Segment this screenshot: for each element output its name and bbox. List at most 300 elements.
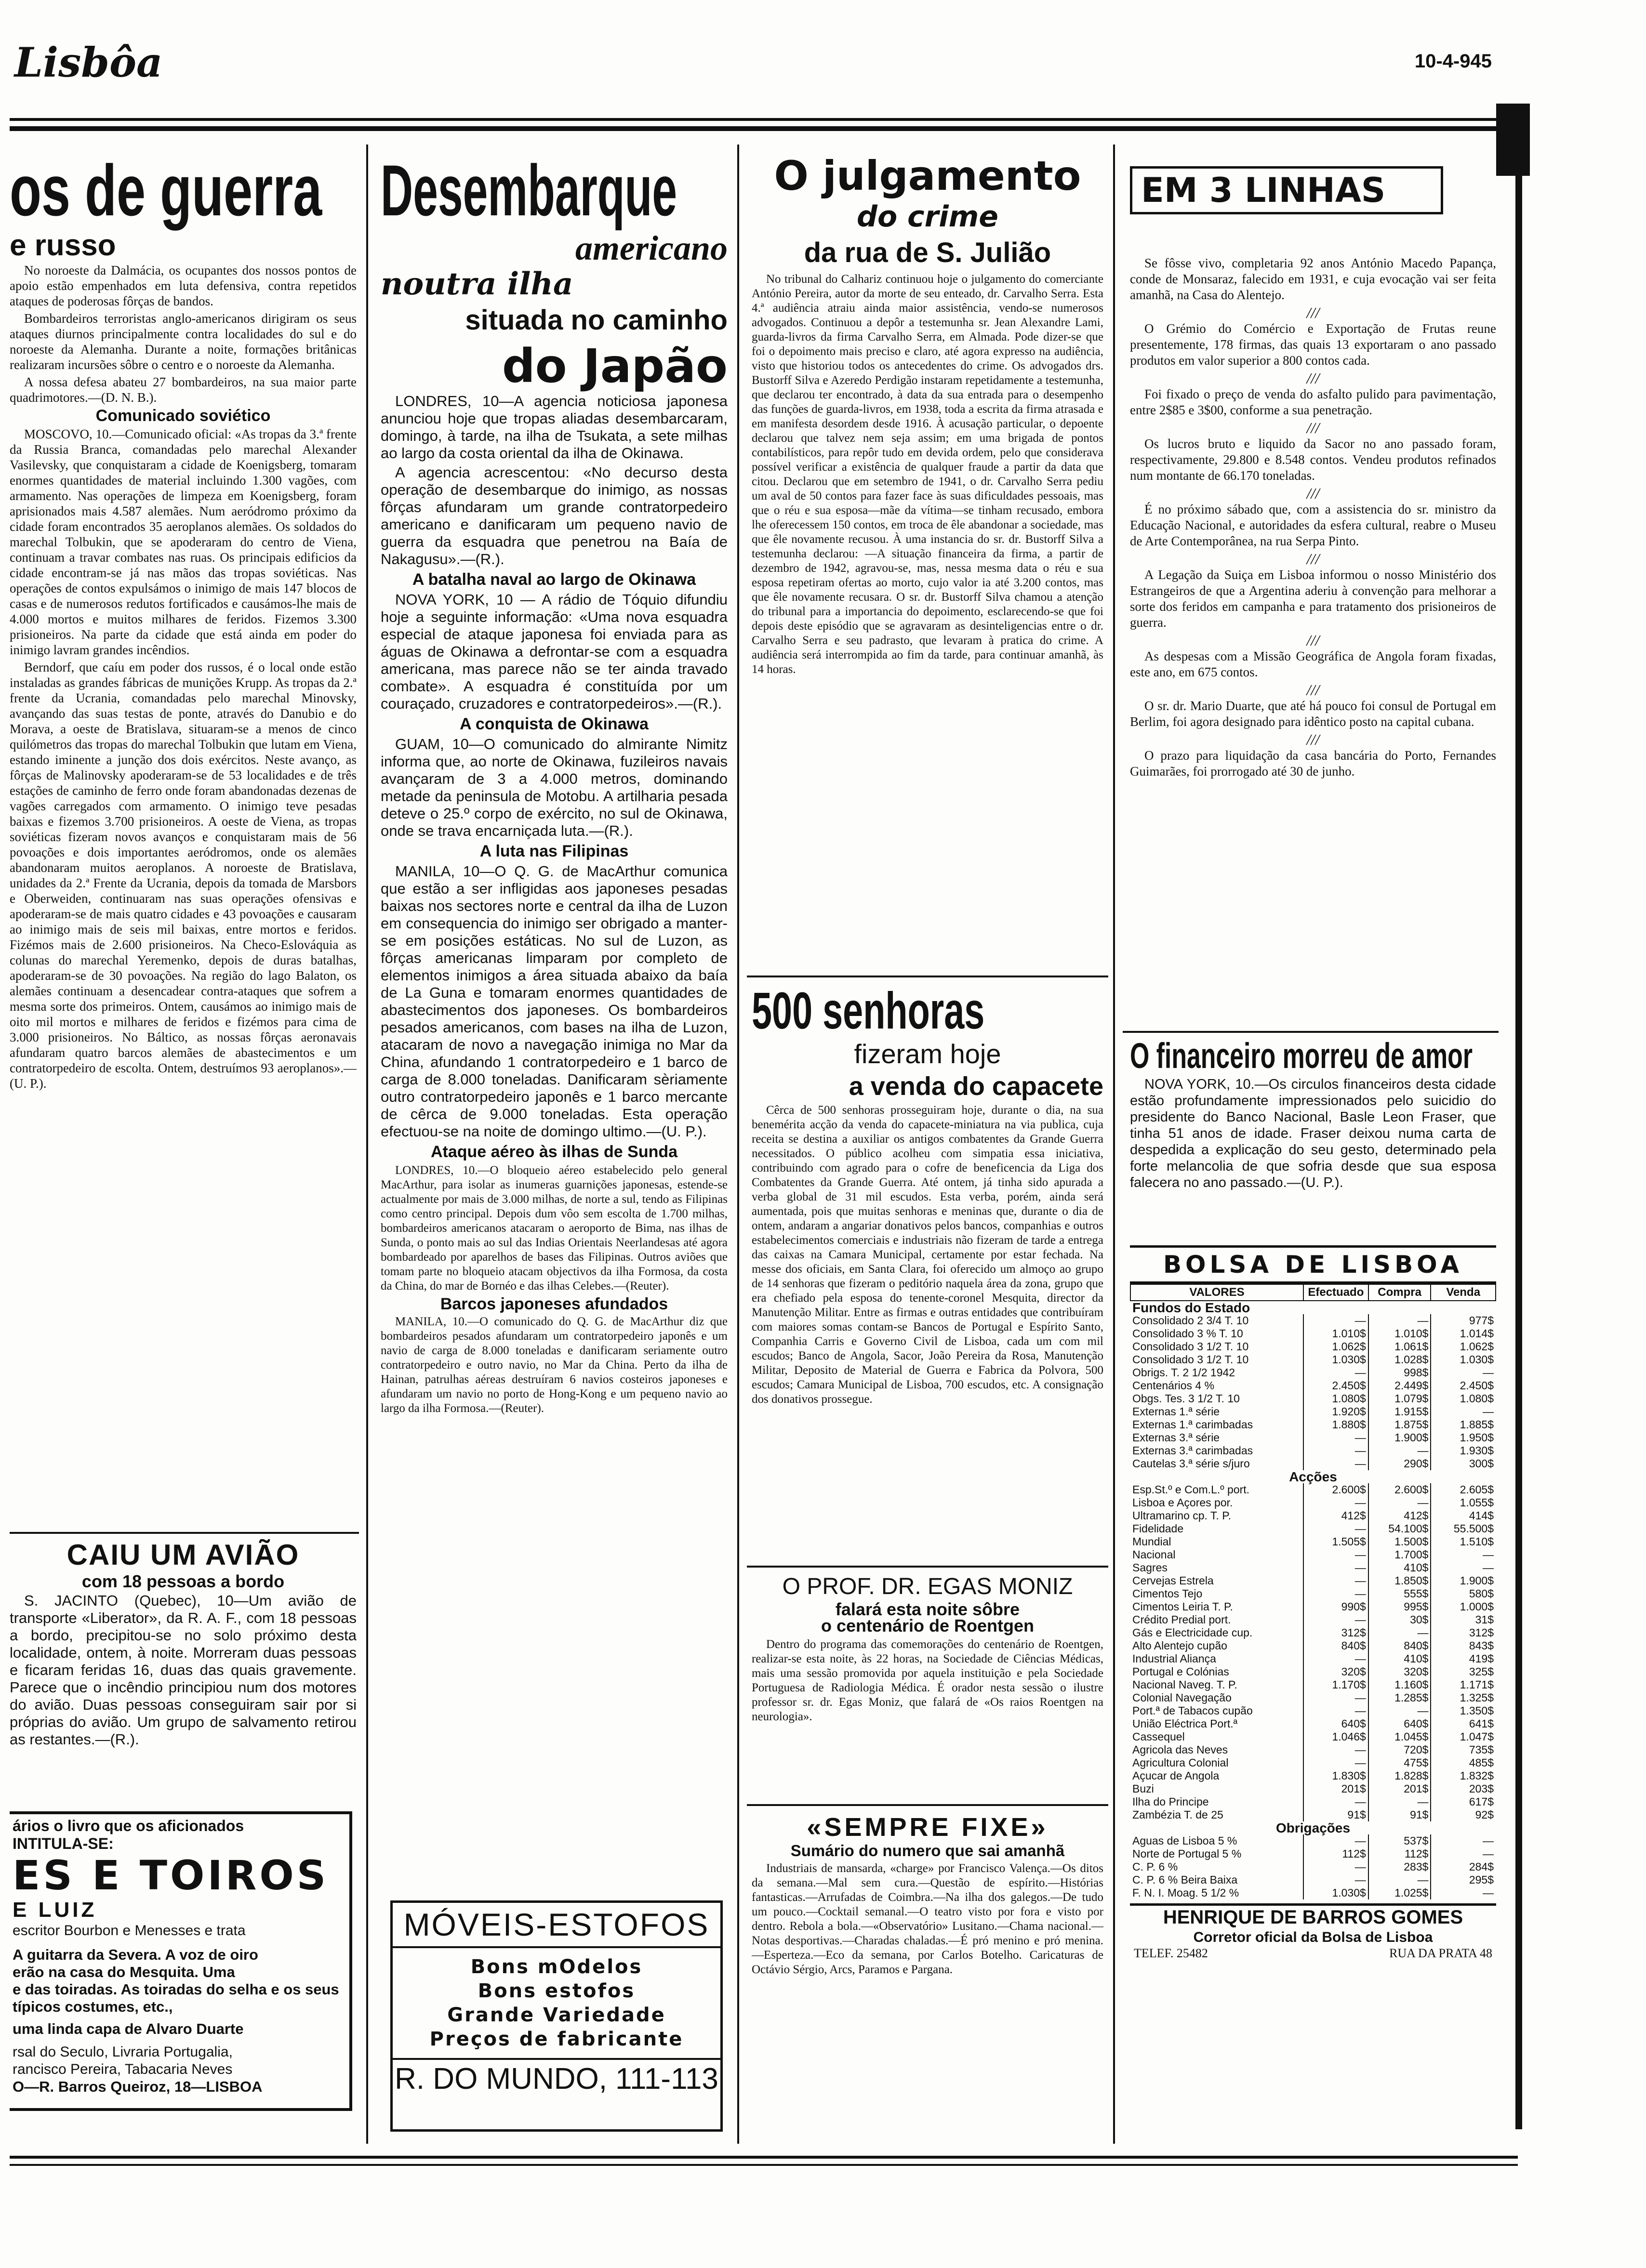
bolsa-cell-name: Norte de Portugal 5 % (1132, 1847, 1242, 1860)
col3-divider-3 (747, 1804, 1108, 1806)
bolsa-cell-value: 312$ (1431, 1626, 1496, 1639)
bolsa-cell-name: Crédito Predial port. (1132, 1613, 1231, 1626)
bolsa-row (1130, 1405, 1496, 1418)
bolsa-cell-value: — (1368, 1873, 1431, 1886)
bolsa-cell-value: 1.885$ (1431, 1418, 1496, 1431)
bolsa-cell-value: — (1303, 1444, 1368, 1457)
bolsa-cell-name: Colonial Navegação (1132, 1691, 1232, 1704)
bolsa-cell-name: Zambézia T. de 25 (1132, 1808, 1223, 1821)
bolsa-cell-value: — (1431, 1405, 1496, 1418)
bolsa-cell-name: Consolidado 3 % T. 10 (1132, 1327, 1243, 1340)
col-sep-3 (1113, 145, 1115, 2144)
bolsa-cell-value: 485$ (1431, 1756, 1496, 1769)
bolsa-row (1130, 1314, 1496, 1327)
bolsa-cell-value: 1.900$ (1431, 1574, 1496, 1587)
bolsa-cell-value: 410$ (1368, 1561, 1431, 1574)
em3-item-5: É no próximo sábado que, com a assistencia do sr. ministro da Educação Nacional, e autoridades da esfera cultural, reabre o Museu de Arte Contemporânea, na rua Serpa Pinto. (1130, 502, 1496, 548)
bolsa-row (1130, 1691, 1496, 1704)
em3-item-9: O prazo para liquidação da casa bancária do Porto, Fernandes Guimarães, foi prorrogado até 30 de junho. (1130, 748, 1496, 778)
bolsa-cell-value: — (1368, 1314, 1431, 1327)
col2-deck2: noutra ilha (381, 266, 573, 302)
ad-moveis-title: MÓVEIS-ESTOFOS (393, 1903, 720, 1948)
bolsa-row (1130, 1782, 1496, 1795)
bolsa-cell-value: — (1431, 1561, 1496, 1574)
bolsa-cell-value: 1.014$ (1431, 1327, 1496, 1340)
bottom-rule (10, 2156, 1518, 2159)
ad-touros-line10: O—R. Barros Queiroz, 18—LISBOA (13, 2078, 263, 2095)
bolsa-row (1130, 1613, 1496, 1626)
bolsa-cell-name: Lisboa e Açores por. (1132, 1496, 1233, 1509)
bolsa-cell-value: 1.025$ (1368, 1886, 1431, 1899)
bolsa-row (1130, 1834, 1496, 1847)
em3-item-1: Se fôsse vivo, completaria 92 anos António Macedo Papança, conde de Monsaraz, falecido em 1931, e cuja evocação vai ser feita amanhã, na Casa do Alentejo. (1130, 256, 1496, 302)
bolsa-cell-value: — (1303, 1561, 1368, 1574)
em3-column (1130, 255, 1496, 988)
ad-touros-line9: rancisco Pereira, Tabacaria Neves (13, 2061, 233, 2077)
bolsa-cell-value: — (1431, 1847, 1496, 1860)
col1-subheadline: e russo (10, 229, 116, 262)
ad-moveis-l2: Bons estofos (478, 1980, 636, 2002)
bolsa-cell-value: 555$ (1368, 1587, 1431, 1600)
ad-touros-line2: INTITULA-SE: (13, 1835, 114, 1852)
bolsa-cell-name: Cautelas 3.ª série s/juro (1132, 1457, 1250, 1470)
bolsa-cell-value: 112$ (1303, 1847, 1368, 1860)
bolsa-cell-name: Esp.St.º e Com.L.º port. (1132, 1483, 1250, 1496)
bolsa-footer-tel: TELEF. 25482 (1134, 1946, 1208, 1960)
sempre-article (752, 1811, 1103, 2129)
col1-para-3: A nossa defesa abateu 27 bombardeiros, na sua maior parte quadrimotores.—(D. N. B.). (10, 375, 357, 405)
col2-p-sub3: MANILA, 10—O Q. G. de MacArthur comunica que estão a ser infligidas aos japoneses pesadas baixas nos sectores norte e central da ilha de Luzon em consequencia do inimigo ser obrigado a manter-se em posições estáticas. No sul de Luzon, as fôrças americanas limparam por completo de elementos inimigos a área situada abaixo da baía de La Guna e tomaram enormes quantidades de abastecimentos dos japoneses. Os bombardeiros pesados americanos, com bases na ilha de Luzon, atacaram de novo a navegação inimiga no Mar da China, afundando 1 contratorpedeiro e 1 barco de carga de 8.000 toneladas. Danificaram sèriamente outro contratorpedeiro japonês e 1 barco mercante de cêrca de 9.000 toneladas. Esta operação efectuou-se na noite de domingo ultimo.—(U. P.). (381, 863, 728, 1140)
bolsa-cell-value: 1.028$ (1368, 1353, 1431, 1366)
bolsa-cell-value: 1.030$ (1303, 1353, 1368, 1366)
em3-sep-6: /// (1306, 632, 1320, 649)
egas-article (752, 1573, 1103, 1799)
bolsa-cell-value: 1.832$ (1431, 1769, 1496, 1782)
em3-sep-4: /// (1306, 485, 1320, 502)
col2-p-sub2: GUAM, 10—O comunicado do almirante Nimitz informa que, ao norte de Okinawa, fuzileiros navais avançaram de 3 a 4.000 metros, dominando metade da peninsula de Motobu. A artilharia pesada deteve o 25.º corpo de exército, no sul de Okinawa, onde se trava encarniçada luta.—(R.). (381, 736, 728, 839)
col2-p-sub1: NOVA YORK, 10 — A rádio de Tóquio difundiu hoje a seguinte informação: «Uma nova esquadra especial de ataque japonesa foi enviada para as águas de Okinawa a defrontar-se com a esquadra americana, mas parece não se ter ainda travado combate». A esquadra é constituída por um couraçado, cruzadores e contratorpedeiros».—(R.). (381, 591, 728, 712)
bolsa-cell-value: 995$ (1368, 1600, 1431, 1613)
bolsa-header-efectuado: Efectuado (1303, 1284, 1368, 1301)
bolsa-cell-value: — (1303, 1743, 1368, 1756)
bolsa-cell-name: C. P. 6 % (1132, 1860, 1178, 1873)
bolsa-row (1130, 1392, 1496, 1405)
bolsa-cell-value: 977$ (1431, 1314, 1496, 1327)
col2-deck3: situada no caminho (465, 304, 728, 336)
bolsa-cell-value: — (1303, 1873, 1368, 1886)
em3-item-2: O Grémio do Comércio e Exportação de Frutas reune presentemente, 178 firmas, das quais 13 exportaram o ano passado produtos em valor superior a 800 contos cada. (1130, 321, 1496, 368)
bolsa-row (1130, 1418, 1496, 1431)
bolsa-cell-value: 537$ (1368, 1834, 1431, 1847)
bolsa-cell-value: 91$ (1368, 1808, 1431, 1821)
bolsa-cell-value: 419$ (1431, 1652, 1496, 1665)
bolsa-cell-name: Externas 3.ª série (1132, 1431, 1220, 1444)
col1-divider (10, 1532, 359, 1534)
bolsa-cell-name: Cimentos Leiria T. P. (1132, 1600, 1233, 1613)
col2-sub3: A luta nas Filipinas (479, 842, 629, 860)
em3-sep-1: /// (1306, 304, 1320, 321)
bolsa-cell-value: 2.600$ (1368, 1483, 1431, 1496)
bolsa-cell-value: 54.100$ (1368, 1522, 1431, 1535)
bolsa-cell-value: 1.915$ (1368, 1405, 1431, 1418)
bolsa-cell-value: 1.080$ (1303, 1392, 1368, 1405)
col2-sub1: A batalha naval ao largo de Okinawa (412, 570, 696, 589)
col3-deck1: do crime (857, 200, 998, 234)
bolsa-row (1130, 1574, 1496, 1587)
bolsa-cell-value: 1.046$ (1303, 1730, 1368, 1743)
bolsa-cell-value: — (1303, 1314, 1368, 1327)
bolsa-cell-name: Consolidado 2 3/4 T. 10 (1132, 1314, 1249, 1327)
bolsa-cell-value: 843$ (1431, 1639, 1496, 1652)
ad-moveis-l1: Bons mOdelos (470, 1956, 643, 1978)
em3-sep-5: /// (1306, 550, 1320, 567)
senhoras-headline: 500 senhoras (752, 983, 985, 1040)
bolsa-cell-value: 1.047$ (1431, 1730, 1496, 1743)
bolsa-cell-name: Consolidado 3 1/2 T. 10 (1132, 1340, 1249, 1353)
bolsa-cell-value: 1.170$ (1303, 1678, 1368, 1691)
bolsa-row (1130, 1587, 1496, 1600)
bolsa-cell-value: 2.600$ (1303, 1483, 1368, 1496)
bolsa-cell-value: — (1303, 1548, 1368, 1561)
bolsa-section-accoes: Acções (1289, 1469, 1337, 1484)
bolsa-cell-value: 580$ (1431, 1587, 1496, 1600)
bolsa-cell-value: — (1431, 1834, 1496, 1847)
bolsa-cell-value: 720$ (1368, 1743, 1431, 1756)
bolsa-cell-value: 2.450$ (1303, 1379, 1368, 1392)
bolsa-cell-name: F. N. I. Moag. 5 1/2 % (1132, 1886, 1239, 1899)
bolsa-row (1130, 1626, 1496, 1639)
bolsa-cell-value: 1.010$ (1303, 1327, 1368, 1340)
col-sep-1 (366, 145, 368, 2144)
bolsa-cell-value: 990$ (1303, 1600, 1368, 1613)
bolsa-cell-value: 1.850$ (1368, 1574, 1431, 1587)
bolsa-cell-name: Cervejas Estrela (1132, 1574, 1214, 1587)
col1-headline: os de guerra (10, 152, 322, 231)
col2-deck1: americano (575, 229, 728, 267)
bolsa-cell-value: — (1431, 1886, 1496, 1899)
bolsa-cell-name: Agricultura Colonial (1132, 1756, 1229, 1769)
ad-touros-title: ES E TOIROS (13, 1852, 329, 1899)
col2-headline: Desembarque (381, 152, 677, 231)
aviao-text: S. JACINTO (Quebec), 10—Um avião de transporte «Liberator», da R. A. F., com 18 pessoas a bordo, precipitou-se no solo próximo desta localidade, ontem, à noite. Morreram duas pessoas e ficaram feridas 16, duas das quais gravemente. Parece que o incêndio principiou num dos motores do avião. Duas pessoas conseguiram sair por si próprias do avião. Um grupo de salvamento retirou as restantes.—(R.). (10, 1592, 357, 1748)
bolsa-cell-value: — (1303, 1366, 1368, 1379)
bolsa-row (1130, 1873, 1496, 1886)
bolsa-cell-value: — (1431, 1548, 1496, 1561)
bolsa-row (1130, 1431, 1496, 1444)
bolsa-cell-value: 640$ (1303, 1717, 1368, 1730)
bolsa-row (1130, 1717, 1496, 1730)
bolsa-cell-name: Cimentos Tejo (1132, 1587, 1203, 1600)
bolsa-cell-value: — (1303, 1522, 1368, 1535)
bolsa-cell-value: 1.285$ (1368, 1691, 1431, 1704)
bolsa-cell-name: União Eléctrica Port.ª (1132, 1717, 1238, 1730)
bolsa-row (1130, 1678, 1496, 1691)
bolsa-cell-value: 640$ (1368, 1717, 1431, 1730)
ad-moveis-l3: Grande Variedade (447, 2004, 666, 2026)
bolsa-cell-value: 55.500$ (1431, 1522, 1496, 1535)
bolsa-cell-value: — (1368, 1626, 1431, 1639)
bolsa-cell-value: 410$ (1368, 1652, 1431, 1665)
bolsa-row (1130, 1769, 1496, 1782)
bolsa-row (1130, 1743, 1496, 1756)
bolsa-cell-name: Buzi (1132, 1782, 1154, 1795)
bolsa-cell-name: Sagres (1132, 1561, 1168, 1574)
bolsa-footer-title: Corretor oficial da Bolsa de Lisboa (1193, 1929, 1433, 1945)
bolsa-cell-name: C. P. 6 % Beira Baixa (1132, 1873, 1238, 1886)
col3-text: No tribunal do Calhariz continuou hoje o julgamento do comerciante António Pereira, autor da morte de seu enteado, dr. Carvalho Serra. Esta 4.ª audiência atraiu ainda maior assistência, vendo-se numerosos advogados. Continuou a depôr a testemunha sr. Jean Alexandre Lami, guarda-livros da firma Carvalho Serra, em Almada. Pode dizer-se que foi o depoimento mais preciso e claro, até agora expresso na audiência, visto que historiou todos os antecedentes do crime. Os advogados drs. Bustorff Silva e Azeredo Perdigão instaram repetidamente a testemunha, que declarou ter encontrado, à data da sua entrada para o desempenho das funções de guarda-livros, em 1938, toda a escrita da firma atrasada e em manifesta desordem desde 1916. À acusação particular, o depoente declarou que talvez nem seja assim; em uma brigada de pontos contabilísticos, para repôr tudo em devida ordem, pelo que considerava possível verificar a existência de qualquer fraude a partir da data que citou. Declarou que em setembro de 1941, o dr. Carvalho Serra pediu um aval de 50 contos para fazer face às suas dificuldades pessoais, mas que o réu e sua esposa—mãe da vítima—se tinham recusado, embora lhe oferecessem 150 contos, em troca de êle abandonar a sociedade, mas que êle novamente recusou. À uma instancia do sr. dr. Bustorff Silva a testemunha declarou: —A situação financeira da firma, a partir de dezembro de 1942, agravou-se, mas, nessa mesma data o réu e sua esposa repetiram ofertas ao morto, cujo valor ia até 3.200 contos, mas que êle novamente recusara. O sr. dr. Bustorff Silva chamou a atenção do tribunal para a importancia do depoimento, esclarecendo-se que foi depois deste episódio que se agravaram as desinteligencias entre o dr. Carvalho Serra e seu padrasto, que levaram à pratica do crime. A audiência será interrompida ao fim da tarde, para continuar amanhã, às 14 horas. (752, 273, 1103, 676)
bolsa-row (1130, 1756, 1496, 1769)
bolsa-cell-value: 1.079$ (1368, 1392, 1431, 1405)
bolsa-cell-name: Ilha do Principe (1132, 1795, 1209, 1808)
bolsa-cell-value: — (1303, 1457, 1368, 1470)
bolsa-cell-name: Externas 1.ª carimbadas (1132, 1418, 1253, 1431)
bolsa-cell-value: — (1303, 1795, 1368, 1808)
col1-para-4: MOSCOVO, 10.—Comunicado oficial: «As tropas da 3.ª frente da Russia Branca, comandadas pelo marechal Alexander Vasilevsky, que conquistaram a cidade de Koenigsberg, tomaram enormes quantidades de material incluindo 1.300 vagões, com armamento. Nas operações de limpeza em Koenigsberg, foram aprisionados mais 4.587 alemães. Num aeródromo próximo da cidade foram encontrados 35 aeroplanos alemães. Os soldados do marechal Tolbukin, que se apoderaram do centro de Viena, continuam a travar combates nas ruas. Os principais edificios da cidade encontram-se já nas mãos das tropas soviéticas. Nas operações de contos expulsámos o inimigo de mais 147 blocos de casas e de numerosos redutos fortificados e causámos-lhe mais de 4.000 mortos e muitos milhares de feridos. Fizemos 3.300 prisioneiros. Na parte da cidade que está ainda em poder do inimigo lavram grandes incêndios. (10, 427, 357, 657)
col4-divider-1 (1123, 1031, 1499, 1033)
col2-sub2: A conquista de Okinawa (460, 715, 649, 733)
col2-p-sub5: MANILA, 10.—O comunicado do Q. G. de MacArthur diz que bombardeiros pesados afundaram um contratorpedeiro japonês e um navio de carga de 8.000 toneladas e danificaram seriamente outro contratorpedeiro e outro navio, no Mar da China. Perto da ilha de Hainan, patrulhas aéreas destruíram 6 navios costeiros japoneses e afundaram um navio no porto de Hong-Kong e um pequeno navio ao largo da ilha Formosa.—(Reuter). (381, 1315, 728, 1415)
bolsa-cell-value: 201$ (1303, 1782, 1368, 1795)
egas-text: Dentro do programa das comemorações do centenário de Roentgen, realizar-se esta noite, às 22 horas, na Sociedade de Ciências Médicas, mais uma sessão promovida por aquela instituição e pela Sociedade Portuguesa de Radiologia Médica. É orador nesta sessão o ilustre professor sr. dr. Egas Moniz, que falará de «Os raios Roentgen na neurologia». (752, 1638, 1103, 1723)
bolsa-row (1130, 1847, 1496, 1860)
bolsa-cell-value: 1.950$ (1431, 1431, 1496, 1444)
col1-subhead-sovietico: Comunicado soviético (95, 407, 271, 425)
bolsa-row (1130, 1808, 1496, 1821)
bolsa-cell-value: 1.828$ (1368, 1769, 1431, 1782)
bolsa-cell-value: 414$ (1431, 1509, 1496, 1522)
em3-headline: EM 3 LINHAS (1141, 171, 1386, 210)
bolsa-row (1130, 1483, 1496, 1496)
bolsa-cell-value: — (1303, 1652, 1368, 1665)
bolsa-cell-value: 284$ (1431, 1860, 1496, 1873)
em3-sep-7: /// (1306, 681, 1320, 699)
bolsa-cell-name: Alto Alentejo cupão (1132, 1639, 1227, 1652)
bolsa-cell-value: 1.061$ (1368, 1340, 1431, 1353)
masthead-city: Lisbôa (14, 39, 163, 86)
bolsa-cell-value: 1.830$ (1303, 1769, 1368, 1782)
bolsa-row (1130, 1886, 1496, 1899)
ad-touros-author: E LUIZ (13, 1898, 97, 1922)
bolsa-table (1130, 1284, 1496, 1899)
col2-p-sub4: LONDRES, 10.—O bloqueio aéreo estabelecido pelo general MacArthur, para isolar as inumeras guarnições japonesas, estende-se actualmente por mais de 3.000 milhas, de norte a sul, tendo as Filipinas como centro principal. Depois dum vôo sem escolta de 1.700 milhas, bombardeiros americanos atacaram o aeroporto de Bima, nas ilhas de Sunda, o ponto mais ao sul das Indias Orientais Neerlandesas até agora bombardeado por aparelhos de bases das Filipinas. Outros aviões que tomam parte no bloqueio atacam objectivos da ilha Formosa, da costa da China, do mar de Bornéo e das ilhas Celebes.—(Reuter). (381, 1164, 728, 1292)
senhoras-deck2: a venda do capacete (849, 1072, 1103, 1101)
bolsa-cell-name: Portugal e Colónias (1132, 1665, 1229, 1678)
aviao-sub: com 18 pessoas a bordo (81, 1571, 285, 1591)
bolsa-cell-value: 1.500$ (1368, 1535, 1431, 1548)
bolsa-cell-value: 201$ (1368, 1782, 1431, 1795)
bolsa-cell-value: 30$ (1368, 1613, 1431, 1626)
ad-touros-line1: ários o livro que os aficionados (13, 1817, 244, 1834)
financeiro-text: NOVA YORK, 10.—Os circulos financeiros desta cidade estão profundamente impressionados pelo suicidio do presidente do Banco Nacional, Basle Leon Fraser, que tinha 51 anos de idade. Fraser deixou numa carta de despedida a explicação do seu gesto, determinado pela forte melancolia de que sofria desde que sua esposa falecera no ano passado.—(U. P.). (1130, 1077, 1496, 1190)
bolsa-row (1130, 1704, 1496, 1717)
ad-touros (10, 1811, 352, 2111)
ad-touros-line5: erão na casa do Mesquita. Uma (13, 1964, 235, 1980)
bolsa-cell-name: Agricola das Neves (1132, 1743, 1228, 1756)
bolsa-cell-value: 1.030$ (1431, 1353, 1496, 1366)
bolsa-cell-value: 295$ (1431, 1873, 1496, 1886)
masthead-date: 10-4-945 (1414, 51, 1492, 72)
bolsa-cell-value: 91$ (1303, 1808, 1368, 1821)
bolsa-cell-value: 617$ (1431, 1795, 1496, 1808)
bolsa-cell-name: Externas 1.ª série (1132, 1405, 1220, 1418)
bolsa-cell-value: 1.920$ (1303, 1405, 1368, 1418)
col3-headline: O julgamento (774, 152, 1081, 199)
bolsa-cell-name: Gás e Electricidade cup. (1132, 1626, 1253, 1639)
col2-para-2: A agencia acrescentou: «No decurso desta operação de desembarque do inimigo, as nossas fôrças afundaram um grande contratorpedeiro americano e danificaram um pequeno navio de guerra da esquadra que penetrou na Baía de Nakagusu».—(R.). (381, 464, 728, 567)
bolsa-cell-value: 1.900$ (1368, 1431, 1431, 1444)
bolsa-row (1130, 1548, 1496, 1561)
column-2 (381, 152, 728, 1741)
bolsa-cell-value: — (1303, 1756, 1368, 1769)
right-margin-bar (1515, 173, 1522, 2129)
bolsa-headline: BOLSA DE LISBOA (1130, 1245, 1496, 1284)
bolsa-cell-value: 475$ (1368, 1756, 1431, 1769)
em3-sep-8: /// (1306, 731, 1320, 748)
bolsa-cell-name: Externas 3.ª carimbadas (1132, 1444, 1253, 1457)
egas-sub2: o centenário de Roentgen (821, 1616, 1035, 1635)
bolsa-section-fundos: Fundos do Estado (1132, 1300, 1250, 1315)
bolsa-header-valores: VALORES (1130, 1284, 1303, 1301)
bolsa-cell-value: 320$ (1368, 1665, 1431, 1678)
column-3 (752, 152, 1103, 976)
bolsa-cell-name: Industrial Aliança (1132, 1652, 1216, 1665)
bolsa-cell-value: 2.449$ (1368, 1379, 1431, 1392)
bolsa-cell-value: — (1368, 1444, 1431, 1457)
bolsa-cell-value: 1.880$ (1303, 1418, 1368, 1431)
ad-touros-line7: uma linda capa de Alvaro Duarte (13, 2020, 244, 2037)
senhoras-deck1: fizeram hoje (854, 1039, 1001, 1069)
bolsa-cell-value: — (1368, 1704, 1431, 1717)
bolsa-cell-value: — (1303, 1860, 1368, 1873)
bolsa-cell-value: 312$ (1303, 1626, 1368, 1639)
em3-item-3: Foi fixado o preço de venda do asfalto pulido para pavimentação, entre 2$85 e 3$00, conforme a sua penetração. (1130, 387, 1496, 417)
col2-sub5: Barcos japoneses afundados (440, 1295, 668, 1313)
bolsa-cell-value: — (1368, 1496, 1431, 1509)
bolsa-cell-value: 2.450$ (1431, 1379, 1496, 1392)
top-rule-thick (10, 126, 1513, 131)
sempre-headline: «SEMPRE FIXE» (807, 1813, 1049, 1842)
bolsa-row (1130, 1665, 1496, 1678)
bolsa-row (1130, 1535, 1496, 1548)
bolsa-row (1130, 1444, 1496, 1457)
bolsa-cell-value: 1.030$ (1303, 1886, 1368, 1899)
bolsa-cell-value: 998$ (1368, 1366, 1431, 1379)
financeiro-article (1130, 1036, 1496, 1238)
bolsa-cell-value: 320$ (1303, 1665, 1368, 1678)
bolsa-cell-value: 735$ (1431, 1743, 1496, 1756)
bolsa-cell-value: 412$ (1368, 1509, 1431, 1522)
aviao-article (10, 1539, 357, 1809)
bolsa-cell-value: — (1303, 1613, 1368, 1626)
bolsa-section (1130, 1245, 1496, 2136)
bolsa-cell-value: 2.605$ (1431, 1483, 1496, 1496)
bolsa-cell-value: 290$ (1368, 1457, 1431, 1470)
bolsa-cell-value: 283$ (1368, 1860, 1431, 1873)
bolsa-cell-value: 1.505$ (1303, 1535, 1368, 1548)
financeiro-headline: O financeiro morreu de amor (1130, 1036, 1473, 1076)
bolsa-cell-value: 1.010$ (1368, 1327, 1431, 1340)
bolsa-row (1130, 1652, 1496, 1665)
bolsa-cell-name: Aguas de Lisboa 5 % (1132, 1834, 1237, 1847)
bolsa-cell-value: — (1303, 1431, 1368, 1444)
bolsa-cell-name: Ultramarino cp. T. P. (1132, 1509, 1231, 1522)
bolsa-row (1130, 1327, 1496, 1340)
col3-divider-2 (747, 1566, 1108, 1568)
em3-item-6: A Legação da Suiça em Lisboa informou o nosso Ministério dos Estrangeiros de que a Argentina aderiu à convenção para melhorar a sorte dos feridos em campanha e para tratamento dos prisioneiros de guerra. (1130, 567, 1496, 630)
bolsa-cell-value: — (1303, 1574, 1368, 1587)
bolsa-row (1130, 1639, 1496, 1652)
edge-tab (1496, 104, 1530, 176)
em3-item-8: O sr. dr. Mario Duarte, que até há pouco foi consul de Portugal em Berlim, foi agora designado para idêntico posto na capital cubana. (1130, 699, 1496, 729)
senhoras-text: Cêrca de 500 senhoras prosseguiram hoje, durante o dia, na sua benemérita acção da venda do capacete-miniatura na via publica, cuja receita se destina a auxiliar os antigos combatentes da Grande Guerra necessitados. O público acolheu com simpatia essa iniciativa, contribuindo com agrado para o cofre de beneficencia da Liga dos Combatentes da Grande Guerra. Até ontem, já tinha sido apurada a verba global de 31 mil escudos. Esta verba, porém, ainda será aumentada, pois que muitas senhoras e meninas que, durante o dia de ontem, andaram a angariar donativos pelos bancos, companhias e outros estabelecimentos comerciais e industriais não fizeram de tarde a entrega das caixas na Camara Municipal, certamente por estar fechada. Na messe dos oficiais, em Santa Clara, foi oferecido um almoço ao grupo de 14 senhoras que fizeram o peditório naquela área da zona, grupo que era chefiado pela esposa do tenente-coronel Mesquita, director da Manutenção Militar. Entre as firmas e outras entidades que contribuíram com maiores somas contam-se Bancos de Portugal e Espírito Santo, Companhia Carris e Governo Civil de Lisboa, cada um com mil escudos; Banco de Angola, Sacor, João Pereira da Rosa, Manutenção Militar, Deposito de Material de Guerra e Fabrica da Polvora, 500 escudos; Camara Municipal de Lisboa, 700 escudos, etc. A consignação dos donativos prossegue. (752, 1104, 1103, 1406)
bolsa-section-obrigacoes: Obrigações (1275, 1820, 1351, 1835)
col3-divider-1 (747, 976, 1108, 977)
bolsa-cell-name: Obgs. Tes. 3 1/2 T. 10 (1132, 1392, 1240, 1405)
senhoras-article (752, 983, 1103, 1566)
bolsa-cell-value: 203$ (1431, 1782, 1496, 1795)
bolsa-cell-value: — (1431, 1366, 1496, 1379)
bolsa-cell-name: Obrigs. T. 2 1/2 1942 (1132, 1366, 1235, 1379)
bolsa-cell-value: 1.325$ (1431, 1691, 1496, 1704)
ad-touros-line4: A guitarra da Severa. A voz de oiro (13, 1946, 258, 1963)
bolsa-cell-value: 1.875$ (1368, 1418, 1431, 1431)
bolsa-cell-value: 840$ (1303, 1639, 1368, 1652)
bolsa-cell-name: Nacional Naveg. T. P. (1132, 1678, 1237, 1691)
bolsa-cell-value: 1.510$ (1431, 1535, 1496, 1548)
bolsa-row (1130, 1730, 1496, 1743)
bolsa-cell-value: — (1368, 1795, 1431, 1808)
bolsa-cell-value: 1.160$ (1368, 1678, 1431, 1691)
bolsa-cell-value: — (1303, 1496, 1368, 1509)
bolsa-footer-addr: RUA DA PRATA 48 (1389, 1946, 1492, 1960)
em3-item-4: Os lucros bruto e liquido da Sacor no ano passado foram, respectivamente, 29.800 e 8.548 contos. Vendeu produtos refinados num montante de 66.170 toneladas. (1130, 436, 1496, 483)
bolsa-row (1130, 1353, 1496, 1366)
sempre-text: Industriais de mansarda, «charge» por Francisco Valença.—Os ditos da semana.—Mal sem cura.—Questão de espírito.—Histórias fantasticas.—Arrufadas de Coimbra.—Na ilha dos galegos.—De tudo um pouco.—Cocktail semanal.—O teatro visto por fora e visto por dentro. Rebola a bola.—«Observatório» Lusitano.—Chama nacional.—Notas desportivas.—Charadas chaladas.—É pró menino e pró menina.—Esperteza.—Eco da semana, por Carlos Botelho. Caricaturas de Octávio Sérgio, Arcs, Paramos e Pargana. (752, 1862, 1103, 1976)
bolsa-cell-value: 1.062$ (1303, 1340, 1368, 1353)
bolsa-cell-value: 1.171$ (1431, 1678, 1496, 1691)
bolsa-cell-value: 300$ (1431, 1457, 1496, 1470)
bolsa-cell-value: 1.080$ (1431, 1392, 1496, 1405)
bolsa-cell-name: Açucar de Angola (1132, 1769, 1220, 1782)
bolsa-cell-name: Nacional (1132, 1548, 1176, 1561)
em3-sep-3: /// (1306, 419, 1320, 436)
bolsa-row (1130, 1379, 1496, 1392)
bolsa-cell-name: Centenários 4 % (1132, 1379, 1215, 1392)
bolsa-header-compra: Compra (1368, 1284, 1431, 1301)
bolsa-cell-value: 1.045$ (1368, 1730, 1431, 1743)
bolsa-row (1130, 1457, 1496, 1470)
bolsa-cell-value: 1.350$ (1431, 1704, 1496, 1717)
em3-item-7: As despesas com a Missão Geográfica de Angola foram fixadas, este ano, em 675 contos. (1130, 649, 1496, 679)
egas-headline: O PROF. DR. EGAS MONIZ (782, 1574, 1073, 1599)
bolsa-cell-value: 92$ (1431, 1808, 1496, 1821)
em3-title-box (1130, 166, 1443, 214)
col1-para-5: Berndorf, que caíu em poder dos russos, é o local onde estão instaladas as grandes fábricas de munições Krupp. As tropas da 2.ª frente da Ucrania, comandadas pelo marechal Minovsky, avançando das suas testas de ponte, através do Danubio e do Morava, a oeste de Bratislava, situaram-se a menos de cinco quilómetros das tropas do marechal Tolbukin que lutam em Viena, estando iminente a junção dos dois exércitos. Neste avanço, as fôrças de Malinovsky apoderaram-se de 53 localidades e de três estações de caminho de ferro onde foram abandonadas dezenas de vagões carregados com armamento. O inimigo teve pesadas baixas e fizemos 3.700 prisioneiros. A oeste de Viena, as tropas soviéticas fizeram novos avanços e conquistaram mais de 56 povoações e dois importantes aeródromos, onde os alemães abandonaram muitos aeroplanos. A noroeste de Bratislava, unidades da 2.ª Frente da Ucrania, depois da tomada de Marsbors e Oberweiden, continuaram nas suas operações ofensivas e apoderaram-se de mais quatro cidades e 43 povoações e causaram ao inimigo mais de seis mil baixas, entre mortos e feridos. Fizémos mais de 2.600 prisioneiros. Na Checo-Eslováquia as colunas do marechal Yeremenko, depois de duras batalhas, apoderaram-se de 30 povoações. Na região do lago Balaton, os alemães continuam a desencadear contra-ataques que sofrem a mesma sorte dos primeiros. Ontem, causámos ao inimigo mais de oito mil mortos e milhares de feridos e fizémos para cima de 3.000 prisioneiros. No Báltico, as nossas fôrças aeronavais afundaram quatro barcos alemães de abastecimentos e um contratorpedeiro de escolta. Ontem, destruímos 93 aeroplanos».—(U. P.). (10, 660, 357, 1091)
bolsa-cell-name: Fidelidade (1132, 1522, 1184, 1535)
bolsa-cell-value: 1.062$ (1431, 1340, 1496, 1353)
bolsa-cell-value: 1.000$ (1431, 1600, 1496, 1613)
bolsa-cell-value: 1.930$ (1431, 1444, 1496, 1457)
bolsa-cell-value: 1.700$ (1368, 1548, 1431, 1561)
bolsa-row (1130, 1509, 1496, 1522)
ad-moveis-address: R. DO MUNDO, 111-113 (393, 2058, 720, 2098)
bolsa-row (1130, 1860, 1496, 1873)
ad-touros-line3: escritor Bourbon e Menesses e trata (13, 1923, 246, 1938)
bolsa-row (1130, 1366, 1496, 1379)
col-sep-2 (737, 145, 739, 2144)
bolsa-cell-name: Port.ª de Tabacos cupão (1132, 1704, 1253, 1717)
bolsa-header-venda: Venda (1431, 1284, 1496, 1301)
